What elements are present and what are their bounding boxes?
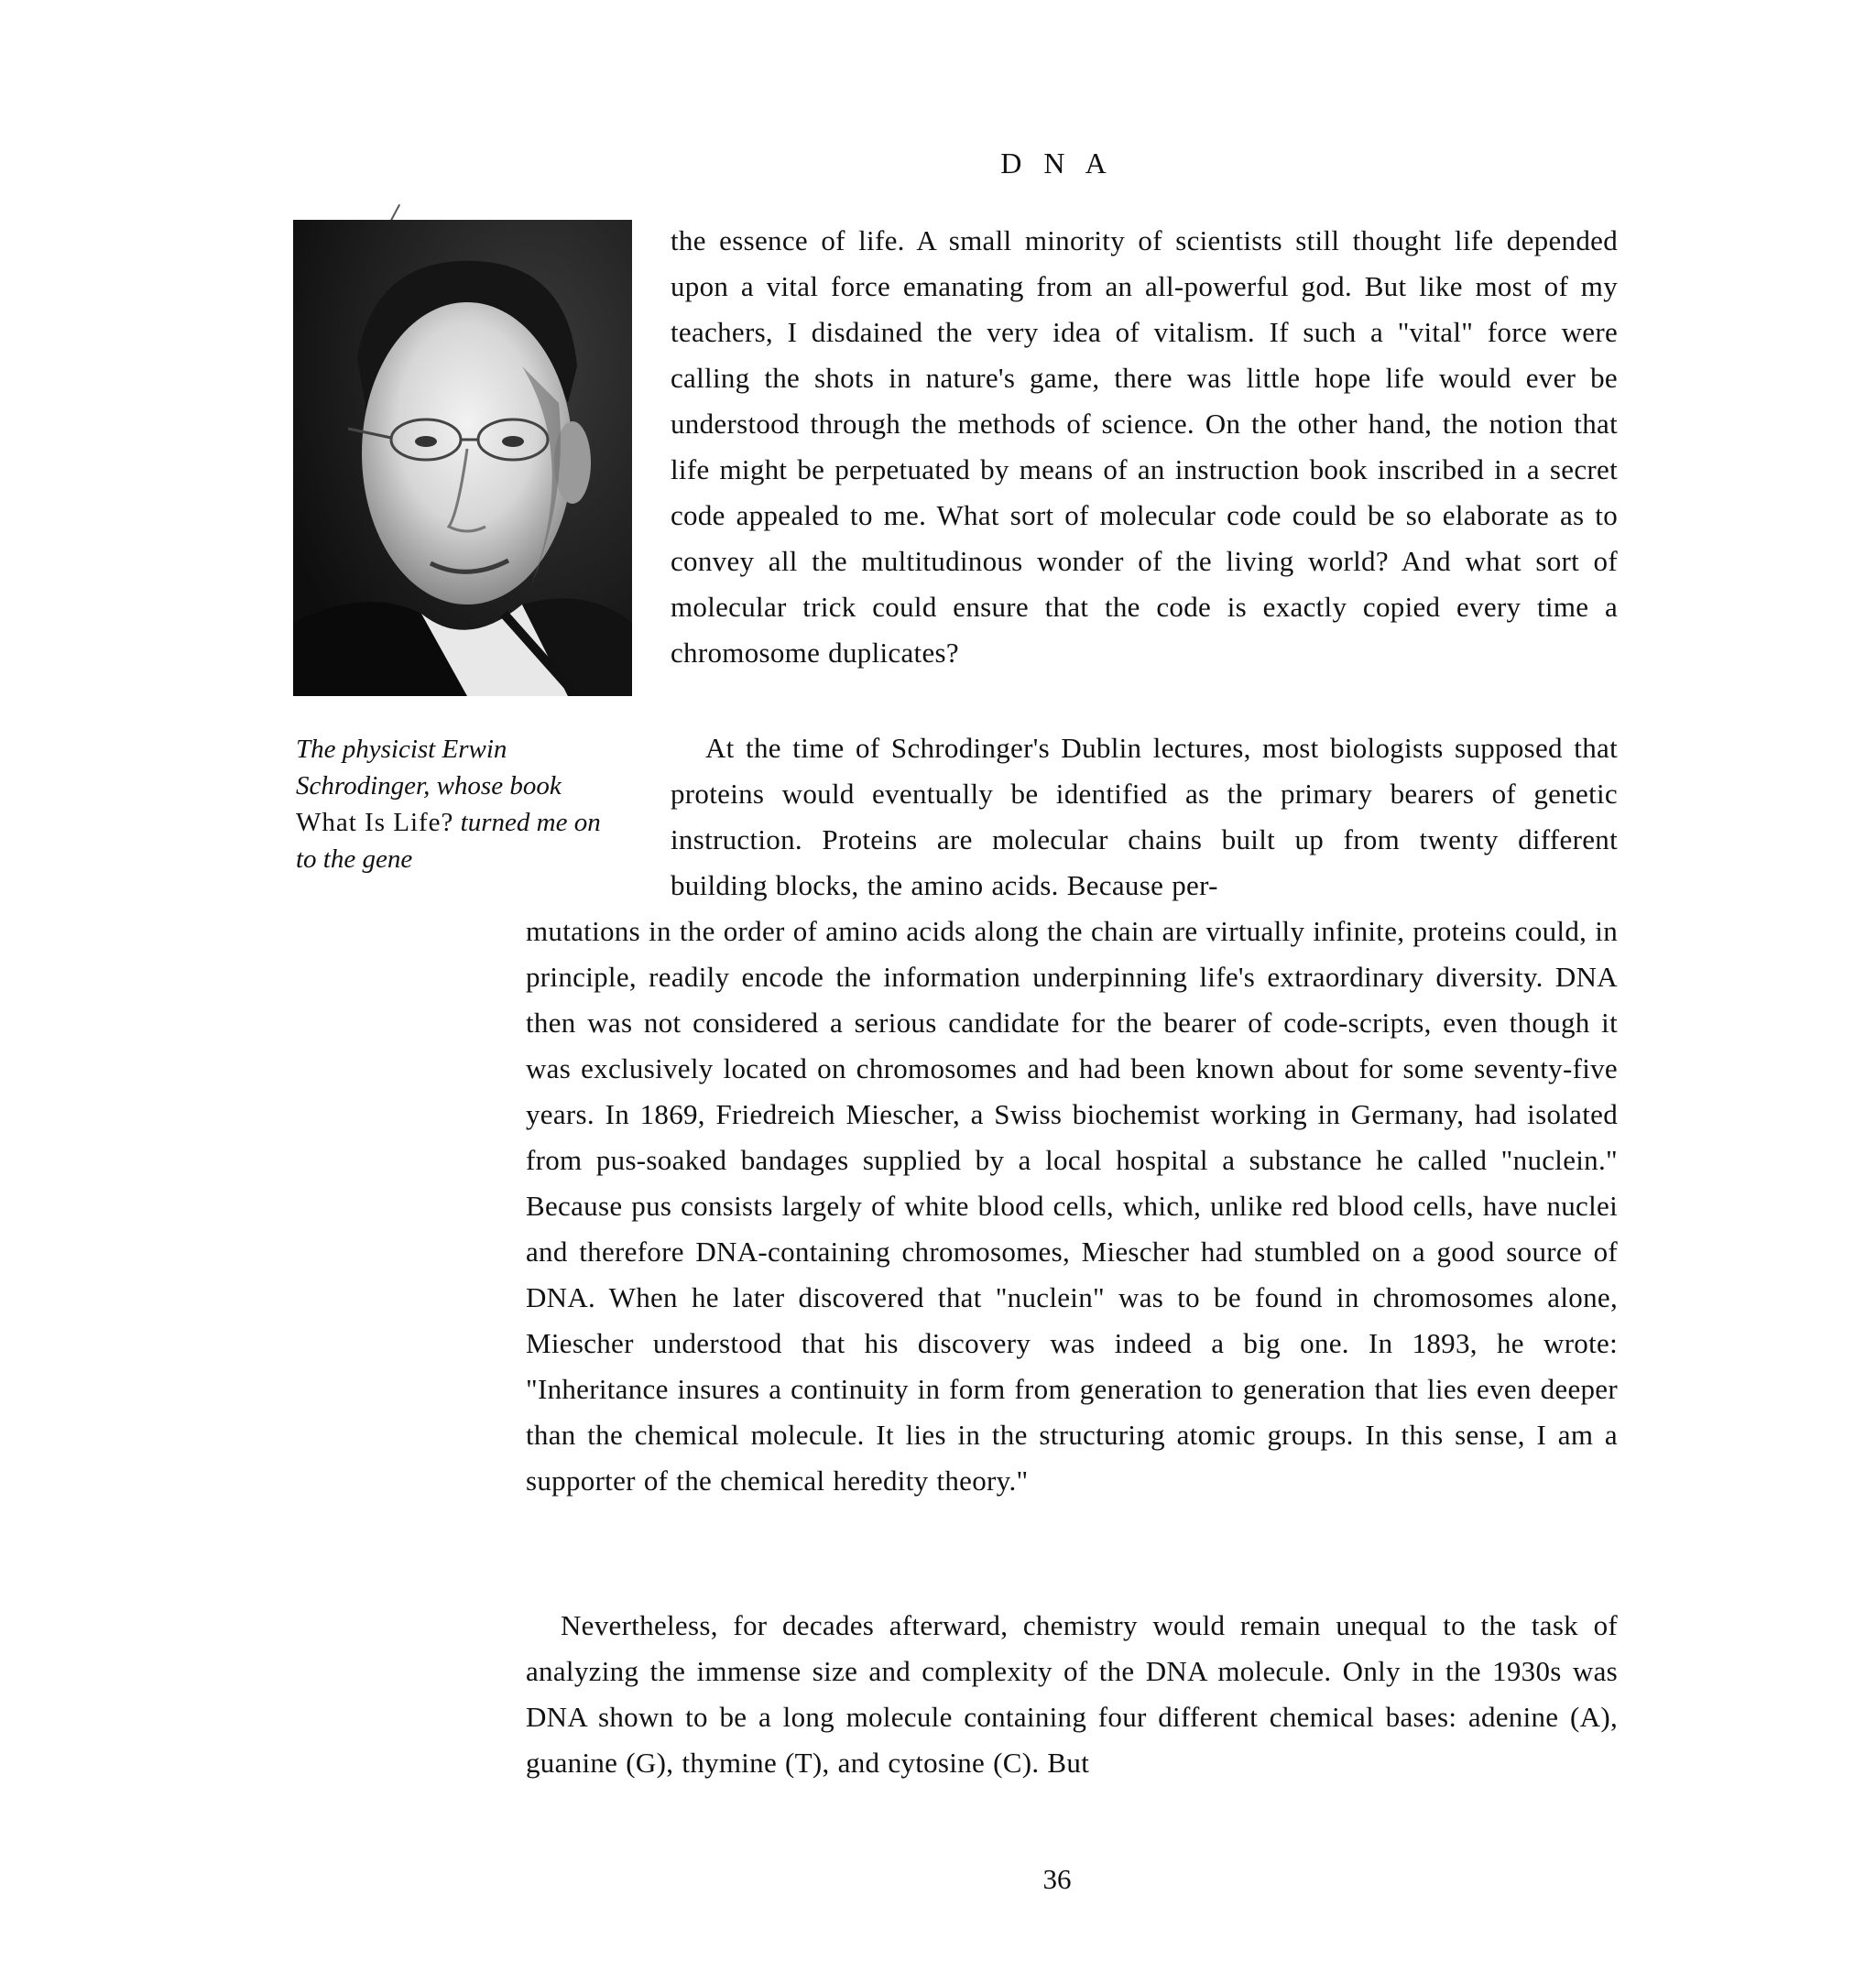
body-paragraph-2-start: At the time of Schrodinger's Dublin lectures, most biologists supposed that proteins would eventually be identified as the primary bearers of genetic instruction. Proteins are molecular chains built up from twenty different building blocks, the amino acids. Because per- [671,732,1618,901]
portrait-photo-icon [293,220,632,696]
page-number: 36 [1042,1863,1072,1895]
caption-text-1: The physicist Erwin Schrodinger, whose book [296,735,562,800]
body-paragraph-3: Nevertheless, for decades afterward, chemistry would remain unequal to the task of analyzing the immense size and complexity of the DNA molecule. Only in the 1930s was DNA shown to be a long molecule containing four different chemical bases: adenine (A), guanine (G), thymine (T), and cytosine (C). But [526,1609,1618,1779]
figure-caption [296,731,607,877]
body-paragraph-2-continued: mutations in the order of amino acids along the chain are virtually infinite, proteins could, in principle, readily encode the information underpinning life's extraordinary diversity. DNA then was not considered a serious candidate for the bearer of code-scripts, even though it was exclusively located on chromosomes and had been known about for some seventy-five years. In 1869, Friedreich Miescher, a Swiss biochemist working in Germany, had isolated from pus-soaked bandages supplied by a local hospital a substance he called "nuclein." Because pus consists largely of white blood cells, which, unlike red blood cells, have nuclei and therefore DNA-containing chromosomes, Miescher had stumbled on a good source of DNA. When he later discovered that "nuclein" was to be found in chromosomes alone, Miescher understood that his discovery was indeed a big one. In 1893, he wrote: "Inheritance insures a continuity in form from generation to generation that lies even deeper than the chemical molecule. It lies in the structuring atomic groups. In this sense, I am a supporter of the chemical heredity theory." [526,915,1618,1497]
caption-book-title: What Is Life? [296,808,454,837]
caption-text-2: turned me on to the gene [296,808,601,874]
running-head: D N A [1000,147,1114,180]
body-paragraph-1: the essence of life. A small minority of scientists still thought life depended upon a vital force emanating from an all-powerful god. But like most of my teachers, I disdained the very idea of vitalism. If such a "vital" force were calling the shots in nature's game, there was little hope life would ever be understood through the methods of science. On the other hand, the notion that life might be perpetuated by means of an instruction book inscribed in a secret code appealed to me. What sort of molecular code could be so elaborate as to convey all the multitudinous wonder of the living world? And what sort of molecular trick could ensure that the code is exactly copied every time a chromosome duplicates? [671,224,1618,669]
